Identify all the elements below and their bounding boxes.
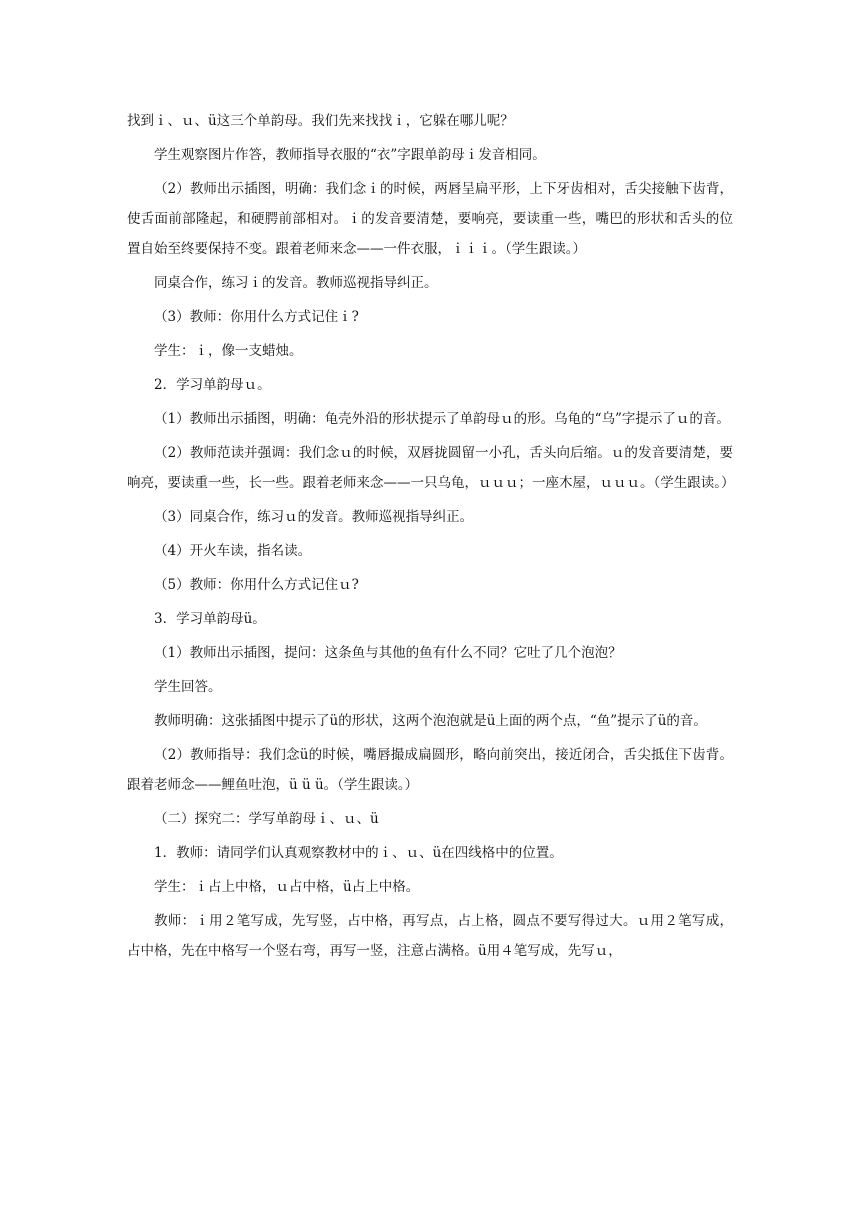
paragraph: （二）探究二：学写单韵母ｉ、ｕ、ü — [154, 811, 379, 827]
paragraph: （2）教师出示插图，明确：我们念ｉ的时候，两唇呈扁平形，上下牙齿相对，舌尖接触下齿背，使舌面前部隆起，和硬腭前部相对。ｉ的发音要清楚，要响亮，要读重一些，嘴巴的形状和舌头的位置自始至终要保持不变。跟着老师来念——一件衣服，ｉｉｉ。（学生跟读。） — [127, 181, 733, 257]
paragraph: 2．学习单韵母ｕ。 — [154, 377, 271, 393]
paragraph: 教师：ｉ用２笔写成，先写竖，占中格，再写点，占上格，圆点不要写得过大。ｕ用２笔写成，占中格，先在中格写一个竖右弯，再写一竖，注意占满格。ü用４笔写成，先写ｕ， — [127, 913, 733, 959]
paragraph: 3．学习单韵母ü。 — [154, 611, 266, 627]
paragraph: （4）开火车读，指名读。 — [154, 543, 312, 559]
paragraph: 找到ｉ、ｕ、ü这三个单韵母。我们先来找找ｉ，它躲在哪儿呢？ — [127, 113, 514, 129]
paragraph: 学生：ｉ，像一支蜡烛。 — [154, 343, 303, 359]
paragraph: 1．教师：请同学们认真观察教材中的ｉ、ｕ、ü在四线格中的位置。 — [154, 845, 563, 861]
paragraph: 学生回答。 — [154, 679, 222, 695]
paragraph: （3）同桌合作，练习ｕ的发音。教师巡视指导纠正。 — [154, 509, 474, 525]
paragraph: （1）教师出示插图，提问：这条鱼与其他的鱼有什么不同？它吐了几个泡泡？ — [154, 645, 622, 661]
paragraph: （3）教师：你用什么方式记住ｉ? — [154, 309, 359, 325]
document-body — [127, 106, 733, 970]
paragraph: 学生观察图片作答，教师指导衣服的“衣”字跟单韵母ｉ发音相同。 — [154, 147, 546, 163]
paragraph: （5）教师：你用什么方式记住ｕ? — [154, 577, 359, 593]
paragraph: （2）教师指导：我们念ü的时候，嘴唇撮成扁圆形，略向前突出，接近闭合，舌尖抵住下齿背。跟着老师念——鲤鱼吐泡，ü ü ü。（学生跟读。） — [127, 747, 733, 793]
paragraph: 学生：ｉ占上中格，ｕ占中格，ü占上中格。 — [154, 879, 420, 895]
paragraph: 同桌合作，练习ｉ的发音。教师巡视指导纠正。 — [154, 275, 438, 291]
paragraph: （2）教师范读并强调：我们念ｕ的时候，双唇拢圆留一小孔，舌头向后缩。ｕ的发音要清楚，要响亮，要读重一些，长一些。跟着老师来念——一只乌龟，ｕｕｕ；一座木屋，ｕｕｕ。（学生跟读。） — [127, 445, 735, 491]
paragraph: （1）教师出示插图，明确：龟壳外沿的形状提示了单韵母ｕ的形。乌龟的“乌”字提示了ｕ的音。 — [154, 411, 730, 427]
paragraph: 教师明确：这张插图中提示了ü的形状，这两个泡泡就是ü上面的两个点，“鱼”提示了ü的音。 — [154, 713, 707, 729]
